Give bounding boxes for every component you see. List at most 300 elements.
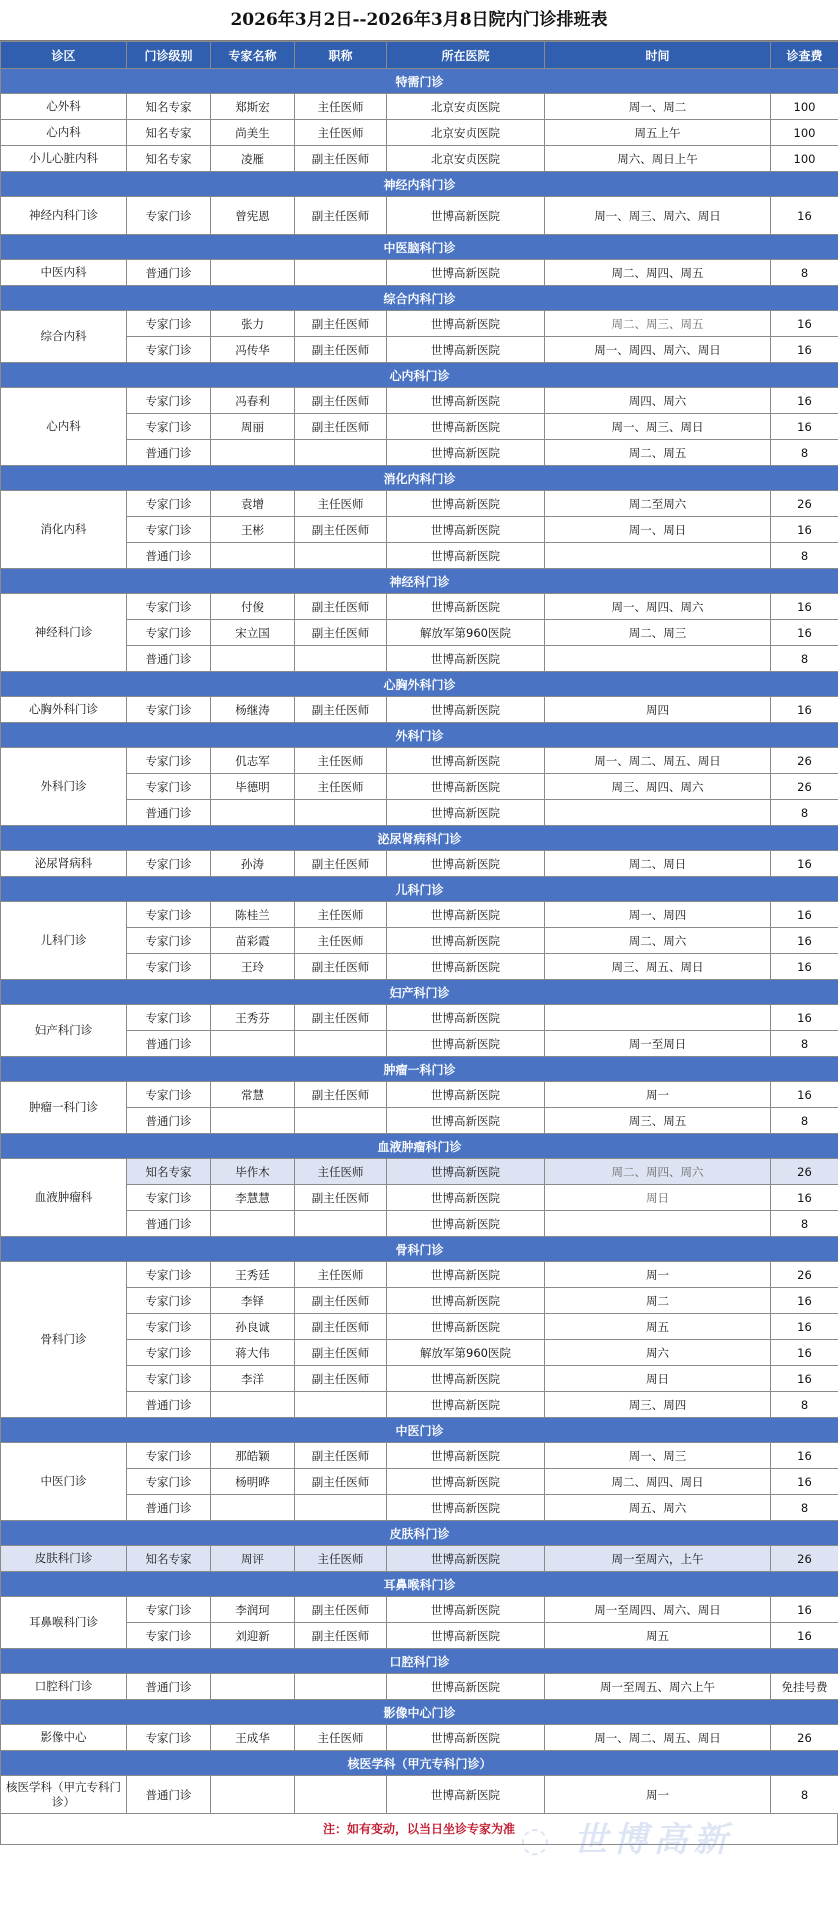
fee-cell: 8 bbox=[771, 1108, 838, 1134]
time-cell: 周一、周四 bbox=[545, 902, 771, 928]
time-cell: 周四、周六 bbox=[545, 388, 771, 414]
section-title: 口腔科门诊 bbox=[1, 1649, 838, 1674]
hospital-cell: 世博高新医院 bbox=[387, 851, 545, 877]
table-row bbox=[1, 1546, 838, 1572]
fee-cell: 16 bbox=[771, 1288, 838, 1314]
time-cell: 周一、周三、周六、周日 bbox=[545, 197, 771, 235]
section-title: 中医脑科门诊 bbox=[1, 235, 838, 260]
time-cell: 周二、周三、周五 bbox=[545, 311, 771, 337]
rank-cell: 副主任医师 bbox=[295, 1288, 387, 1314]
table-row bbox=[1, 1005, 838, 1031]
col-header: 时间 bbox=[545, 42, 771, 69]
dept-cell: 口腔科门诊 bbox=[1, 1674, 127, 1700]
level-cell: 普通门诊 bbox=[127, 1211, 211, 1237]
rank-cell bbox=[295, 1776, 387, 1814]
fee-cell: 8 bbox=[771, 543, 838, 569]
section-title: 骨科门诊 bbox=[1, 1237, 838, 1262]
level-cell: 普通门诊 bbox=[127, 1776, 211, 1814]
level-cell: 专家门诊 bbox=[127, 517, 211, 543]
level-cell: 专家门诊 bbox=[127, 197, 211, 235]
rank-cell: 主任医师 bbox=[295, 1159, 387, 1185]
dept-cell: 神经内科门诊 bbox=[1, 197, 127, 235]
dept-cell: 骨科门诊 bbox=[1, 1262, 127, 1418]
hospital-cell: 世博高新医院 bbox=[387, 491, 545, 517]
table-row bbox=[1, 928, 838, 954]
hospital-cell: 世博高新医院 bbox=[387, 1623, 545, 1649]
level-cell: 专家门诊 bbox=[127, 697, 211, 723]
table-row bbox=[1, 1082, 838, 1108]
rank-cell: 副主任医师 bbox=[295, 697, 387, 723]
time-cell bbox=[545, 646, 771, 672]
fee-cell: 100 bbox=[771, 120, 838, 146]
fee-cell: 16 bbox=[771, 697, 838, 723]
section-title: 妇产科门诊 bbox=[1, 980, 838, 1005]
level-cell: 专家门诊 bbox=[127, 1288, 211, 1314]
rank-cell: 副主任医师 bbox=[295, 1314, 387, 1340]
hospital-cell: 解放军第960医院 bbox=[387, 620, 545, 646]
time-cell: 周一、周四、周六、周日 bbox=[545, 337, 771, 363]
rank-cell: 副主任医师 bbox=[295, 1082, 387, 1108]
table-row bbox=[1, 1495, 838, 1521]
doctor-cell bbox=[211, 260, 295, 286]
rank-cell: 主任医师 bbox=[295, 748, 387, 774]
rank-cell bbox=[295, 260, 387, 286]
doctor-cell: 王秀芬 bbox=[211, 1005, 295, 1031]
rank-cell: 副主任医师 bbox=[295, 620, 387, 646]
level-cell: 普通门诊 bbox=[127, 1674, 211, 1700]
level-cell: 普通门诊 bbox=[127, 800, 211, 826]
level-cell: 普通门诊 bbox=[127, 260, 211, 286]
rank-cell: 副主任医师 bbox=[295, 954, 387, 980]
section-row bbox=[1, 1649, 838, 1674]
hospital-cell: 世博高新医院 bbox=[387, 1108, 545, 1134]
table-row bbox=[1, 1392, 838, 1418]
fee-cell: 26 bbox=[771, 1159, 838, 1185]
fee-cell: 26 bbox=[771, 748, 838, 774]
table-row bbox=[1, 1725, 838, 1751]
rank-cell: 主任医师 bbox=[295, 774, 387, 800]
fee-cell: 8 bbox=[771, 1392, 838, 1418]
page-title: 2026年3月2日--2026年3月8日院内门诊排班表 bbox=[0, 0, 838, 41]
table-row bbox=[1, 1366, 838, 1392]
rank-cell bbox=[295, 1674, 387, 1700]
hospital-cell: 世博高新医院 bbox=[387, 1031, 545, 1057]
col-header: 所在医院 bbox=[387, 42, 545, 69]
hospital-cell: 世博高新医院 bbox=[387, 774, 545, 800]
fee-cell: 16 bbox=[771, 902, 838, 928]
table-row bbox=[1, 620, 838, 646]
fee-cell: 16 bbox=[771, 1340, 838, 1366]
time-cell: 周六 bbox=[545, 1340, 771, 1366]
doctor-cell: 陈桂兰 bbox=[211, 902, 295, 928]
table-row bbox=[1, 902, 838, 928]
rank-cell bbox=[295, 646, 387, 672]
rank-cell bbox=[295, 800, 387, 826]
fee-cell: 16 bbox=[771, 388, 838, 414]
rank-cell: 副主任医师 bbox=[295, 1340, 387, 1366]
hospital-cell: 世博高新医院 bbox=[387, 1674, 545, 1700]
hospital-cell: 世博高新医院 bbox=[387, 928, 545, 954]
rank-cell: 副主任医师 bbox=[295, 337, 387, 363]
time-cell: 周一 bbox=[545, 1776, 771, 1814]
section-title: 心内科门诊 bbox=[1, 363, 838, 388]
table-row bbox=[1, 748, 838, 774]
time-cell: 周一、周日 bbox=[545, 517, 771, 543]
time-cell bbox=[545, 543, 771, 569]
table-row bbox=[1, 414, 838, 440]
time-cell bbox=[545, 800, 771, 826]
fee-cell: 16 bbox=[771, 197, 838, 235]
dept-cell: 心内科 bbox=[1, 120, 127, 146]
level-cell: 普通门诊 bbox=[127, 1495, 211, 1521]
fee-cell: 16 bbox=[771, 954, 838, 980]
level-cell: 专家门诊 bbox=[127, 311, 211, 337]
time-cell: 周一 bbox=[545, 1082, 771, 1108]
rank-cell: 主任医师 bbox=[295, 1725, 387, 1751]
section-row bbox=[1, 1751, 838, 1776]
time-cell: 周一至周五、周六上午 bbox=[545, 1674, 771, 1700]
table-row bbox=[1, 337, 838, 363]
section-title: 神经科门诊 bbox=[1, 569, 838, 594]
time-cell: 周三、周四、周六 bbox=[545, 774, 771, 800]
time-cell: 周五 bbox=[545, 1314, 771, 1340]
hospital-cell: 世博高新医院 bbox=[387, 1005, 545, 1031]
table-row bbox=[1, 1469, 838, 1495]
rank-cell: 主任医师 bbox=[295, 1262, 387, 1288]
rank-cell: 副主任医师 bbox=[295, 414, 387, 440]
time-cell: 周一至周四、周六、周日 bbox=[545, 1597, 771, 1623]
dept-cell: 泌尿肾病科 bbox=[1, 851, 127, 877]
level-cell: 普通门诊 bbox=[127, 440, 211, 466]
hospital-cell: 世博高新医院 bbox=[387, 1262, 545, 1288]
doctor-cell bbox=[211, 543, 295, 569]
hospital-cell: 世博高新医院 bbox=[387, 1495, 545, 1521]
hospital-cell: 世博高新医院 bbox=[387, 594, 545, 620]
level-cell: 专家门诊 bbox=[127, 414, 211, 440]
level-cell: 专家门诊 bbox=[127, 1262, 211, 1288]
level-cell: 知名专家 bbox=[127, 1159, 211, 1185]
hospital-cell: 世博高新医院 bbox=[387, 1314, 545, 1340]
fee-cell: 100 bbox=[771, 146, 838, 172]
fee-cell: 8 bbox=[771, 800, 838, 826]
section-row bbox=[1, 235, 838, 260]
doctor-cell: 付俊 bbox=[211, 594, 295, 620]
fee-cell: 8 bbox=[771, 1495, 838, 1521]
time-cell: 周二、周四、周六 bbox=[545, 1159, 771, 1185]
time-cell: 周日 bbox=[545, 1366, 771, 1392]
fee-cell: 16 bbox=[771, 1469, 838, 1495]
table-row bbox=[1, 1288, 838, 1314]
section-row bbox=[1, 980, 838, 1005]
dept-cell: 心内科 bbox=[1, 388, 127, 466]
section-row bbox=[1, 1521, 838, 1546]
fee-cell: 26 bbox=[771, 1725, 838, 1751]
dept-cell: 中医内科 bbox=[1, 260, 127, 286]
table-row bbox=[1, 388, 838, 414]
table-row bbox=[1, 260, 838, 286]
doctor-cell: 郑斯宏 bbox=[211, 94, 295, 120]
doctor-cell: 王秀廷 bbox=[211, 1262, 295, 1288]
hospital-cell: 世博高新医院 bbox=[387, 388, 545, 414]
rank-cell bbox=[295, 1495, 387, 1521]
hospital-cell: 世博高新医院 bbox=[387, 1597, 545, 1623]
doctor-cell: 袁增 bbox=[211, 491, 295, 517]
doctor-cell: 刘迎新 bbox=[211, 1623, 295, 1649]
watermark: ◌ 世博高新 bbox=[520, 1820, 734, 1860]
time-cell: 周五 bbox=[545, 1623, 771, 1649]
fee-cell: 8 bbox=[771, 646, 838, 672]
rank-cell: 副主任医师 bbox=[295, 1623, 387, 1649]
section-row bbox=[1, 1700, 838, 1725]
fee-cell: 16 bbox=[771, 1597, 838, 1623]
level-cell: 专家门诊 bbox=[127, 1725, 211, 1751]
col-header: 门诊级别 bbox=[127, 42, 211, 69]
time-cell: 周二、周三 bbox=[545, 620, 771, 646]
doctor-cell: 宋立国 bbox=[211, 620, 295, 646]
level-cell: 专家门诊 bbox=[127, 1469, 211, 1495]
doctor-cell: 李铎 bbox=[211, 1288, 295, 1314]
table-row bbox=[1, 120, 838, 146]
hospital-cell: 北京安贞医院 bbox=[387, 146, 545, 172]
time-cell: 周一、周二、周五、周日 bbox=[545, 748, 771, 774]
section-row bbox=[1, 1237, 838, 1262]
dept-cell: 耳鼻喉科门诊 bbox=[1, 1597, 127, 1649]
time-cell: 周三、周四 bbox=[545, 1392, 771, 1418]
hospital-cell: 世博高新医院 bbox=[387, 1725, 545, 1751]
table-row bbox=[1, 1159, 838, 1185]
doctor-cell: 冯传华 bbox=[211, 337, 295, 363]
hospital-cell: 世博高新医院 bbox=[387, 337, 545, 363]
time-cell: 周一、周四、周六 bbox=[545, 594, 771, 620]
col-header: 专家名称 bbox=[211, 42, 295, 69]
doctor-cell: 杨明晔 bbox=[211, 1469, 295, 1495]
level-cell: 普通门诊 bbox=[127, 1108, 211, 1134]
section-title: 影像中心门诊 bbox=[1, 1700, 838, 1725]
fee-cell: 16 bbox=[771, 414, 838, 440]
dept-cell: 儿科门诊 bbox=[1, 902, 127, 980]
level-cell: 专家门诊 bbox=[127, 1314, 211, 1340]
fee-cell: 16 bbox=[771, 1623, 838, 1649]
doctor-cell: 常慧 bbox=[211, 1082, 295, 1108]
level-cell: 专家门诊 bbox=[127, 851, 211, 877]
col-header: 诊区 bbox=[1, 42, 127, 69]
dept-cell: 神经科门诊 bbox=[1, 594, 127, 672]
time-cell: 周六、周日上午 bbox=[545, 146, 771, 172]
level-cell: 知名专家 bbox=[127, 146, 211, 172]
section-title: 消化内科门诊 bbox=[1, 466, 838, 491]
fee-cell: 16 bbox=[771, 851, 838, 877]
level-cell: 专家门诊 bbox=[127, 1340, 211, 1366]
time-cell bbox=[545, 1005, 771, 1031]
dept-cell: 综合内科 bbox=[1, 311, 127, 363]
section-title: 外科门诊 bbox=[1, 723, 838, 748]
time-cell: 周一、周二 bbox=[545, 94, 771, 120]
doctor-cell: 苗彩霞 bbox=[211, 928, 295, 954]
level-cell: 普通门诊 bbox=[127, 543, 211, 569]
rank-cell: 副主任医师 bbox=[295, 146, 387, 172]
hospital-cell: 世博高新医院 bbox=[387, 748, 545, 774]
fee-cell: 26 bbox=[771, 1262, 838, 1288]
time-cell: 周二、周五 bbox=[545, 440, 771, 466]
doctor-cell bbox=[211, 1108, 295, 1134]
level-cell: 专家门诊 bbox=[127, 594, 211, 620]
section-title: 泌尿肾病科门诊 bbox=[1, 826, 838, 851]
table-row bbox=[1, 1674, 838, 1700]
time-cell: 周三、周五 bbox=[545, 1108, 771, 1134]
table-row bbox=[1, 517, 838, 543]
section-title: 心胸外科门诊 bbox=[1, 672, 838, 697]
table-row bbox=[1, 1623, 838, 1649]
table-row bbox=[1, 311, 838, 337]
time-cell: 周一、周三、周日 bbox=[545, 414, 771, 440]
doctor-cell: 王成华 bbox=[211, 1725, 295, 1751]
fee-cell: 26 bbox=[771, 774, 838, 800]
time-cell: 周四 bbox=[545, 697, 771, 723]
time-cell: 周一至周六，上午 bbox=[545, 1546, 771, 1572]
level-cell: 专家门诊 bbox=[127, 748, 211, 774]
hospital-cell: 世博高新医院 bbox=[387, 697, 545, 723]
fee-cell: 100 bbox=[771, 94, 838, 120]
fee-cell: 16 bbox=[771, 311, 838, 337]
table-row bbox=[1, 1108, 838, 1134]
table-row bbox=[1, 954, 838, 980]
table-row bbox=[1, 697, 838, 723]
doctor-cell bbox=[211, 1495, 295, 1521]
table-row bbox=[1, 851, 838, 877]
doctor-cell: 冯春利 bbox=[211, 388, 295, 414]
col-header: 诊查费 bbox=[771, 42, 838, 69]
hospital-cell: 世博高新医院 bbox=[387, 1082, 545, 1108]
level-cell: 知名专家 bbox=[127, 1546, 211, 1572]
table-row bbox=[1, 1211, 838, 1237]
fee-cell: 16 bbox=[771, 1185, 838, 1211]
doctor-cell: 孙涛 bbox=[211, 851, 295, 877]
section-row bbox=[1, 69, 838, 94]
hospital-cell: 世博高新医院 bbox=[387, 517, 545, 543]
level-cell: 专家门诊 bbox=[127, 1185, 211, 1211]
hospital-cell: 世博高新医院 bbox=[387, 1443, 545, 1469]
doctor-cell: 王玲 bbox=[211, 954, 295, 980]
level-cell: 专家门诊 bbox=[127, 337, 211, 363]
rank-cell: 副主任医师 bbox=[295, 388, 387, 414]
col-header: 职称 bbox=[295, 42, 387, 69]
time-cell: 周五、周六 bbox=[545, 1495, 771, 1521]
doctor-cell: 尚美生 bbox=[211, 120, 295, 146]
rank-cell: 副主任医师 bbox=[295, 1185, 387, 1211]
doctor-cell: 仉志军 bbox=[211, 748, 295, 774]
fee-cell: 16 bbox=[771, 337, 838, 363]
dept-cell: 皮肤科门诊 bbox=[1, 1546, 127, 1572]
doctor-cell: 王彬 bbox=[211, 517, 295, 543]
level-cell: 专家门诊 bbox=[127, 1082, 211, 1108]
time-cell: 周二 bbox=[545, 1288, 771, 1314]
doctor-cell: 周丽 bbox=[211, 414, 295, 440]
section-row bbox=[1, 672, 838, 697]
hospital-cell: 世博高新医院 bbox=[387, 954, 545, 980]
rank-cell bbox=[295, 543, 387, 569]
hospital-cell: 世博高新医院 bbox=[387, 1469, 545, 1495]
level-cell: 专家门诊 bbox=[127, 1005, 211, 1031]
section-title: 肿瘤一科门诊 bbox=[1, 1057, 838, 1082]
doctor-cell bbox=[211, 1776, 295, 1814]
section-row bbox=[1, 1134, 838, 1159]
doctor-cell bbox=[211, 800, 295, 826]
rank-cell: 主任医师 bbox=[295, 120, 387, 146]
fee-cell: 8 bbox=[771, 440, 838, 466]
rank-cell: 主任医师 bbox=[295, 902, 387, 928]
level-cell: 专家门诊 bbox=[127, 1597, 211, 1623]
hospital-cell: 世博高新医院 bbox=[387, 1159, 545, 1185]
section-row bbox=[1, 826, 838, 851]
hospital-cell: 世博高新医院 bbox=[387, 1366, 545, 1392]
hospital-cell: 世博高新医院 bbox=[387, 197, 545, 235]
table-row bbox=[1, 1031, 838, 1057]
doctor-cell: 蒋大伟 bbox=[211, 1340, 295, 1366]
doctor-cell bbox=[211, 1031, 295, 1057]
hospital-cell: 世博高新医院 bbox=[387, 543, 545, 569]
doctor-cell bbox=[211, 440, 295, 466]
time-cell bbox=[545, 1211, 771, 1237]
table-row bbox=[1, 94, 838, 120]
level-cell: 专家门诊 bbox=[127, 774, 211, 800]
rank-cell bbox=[295, 1392, 387, 1418]
level-cell: 专家门诊 bbox=[127, 1443, 211, 1469]
dept-cell: 核医学科（甲亢专科门诊） bbox=[1, 1776, 127, 1814]
rank-cell: 主任医师 bbox=[295, 94, 387, 120]
section-title: 耳鼻喉科门诊 bbox=[1, 1572, 838, 1597]
section-row bbox=[1, 877, 838, 902]
table-row bbox=[1, 1314, 838, 1340]
fee-cell: 8 bbox=[771, 260, 838, 286]
level-cell: 普通门诊 bbox=[127, 1392, 211, 1418]
level-cell: 专家门诊 bbox=[127, 954, 211, 980]
table-row bbox=[1, 146, 838, 172]
rank-cell: 副主任医师 bbox=[295, 1443, 387, 1469]
hospital-cell: 世博高新医院 bbox=[387, 311, 545, 337]
level-cell: 普通门诊 bbox=[127, 646, 211, 672]
section-row bbox=[1, 569, 838, 594]
section-row bbox=[1, 723, 838, 748]
time-cell: 周一至周日 bbox=[545, 1031, 771, 1057]
fee-cell: 免挂号费 bbox=[771, 1674, 838, 1700]
fee-cell: 16 bbox=[771, 1366, 838, 1392]
rank-cell: 主任医师 bbox=[295, 928, 387, 954]
doctor-cell: 李润珂 bbox=[211, 1597, 295, 1623]
rank-cell: 主任医师 bbox=[295, 491, 387, 517]
time-cell: 周一、周三 bbox=[545, 1443, 771, 1469]
section-title: 神经内科门诊 bbox=[1, 172, 838, 197]
level-cell: 专家门诊 bbox=[127, 1366, 211, 1392]
time-cell: 周一、周二、周五、周日 bbox=[545, 1725, 771, 1751]
doctor-cell: 杨继涛 bbox=[211, 697, 295, 723]
time-cell: 周二至周六 bbox=[545, 491, 771, 517]
level-cell: 专家门诊 bbox=[127, 902, 211, 928]
section-title: 中医门诊 bbox=[1, 1418, 838, 1443]
rank-cell bbox=[295, 1031, 387, 1057]
table-row bbox=[1, 1262, 838, 1288]
hospital-cell: 世博高新医院 bbox=[387, 800, 545, 826]
level-cell: 专家门诊 bbox=[127, 388, 211, 414]
section-title: 核医学科（甲亢专科门诊） bbox=[1, 1751, 838, 1776]
hospital-cell: 世博高新医院 bbox=[387, 1392, 545, 1418]
section-title: 儿科门诊 bbox=[1, 877, 838, 902]
doctor-cell: 张力 bbox=[211, 311, 295, 337]
hospital-cell: 世博高新医院 bbox=[387, 1776, 545, 1814]
hospital-cell: 世博高新医院 bbox=[387, 440, 545, 466]
schedule-table bbox=[0, 41, 838, 1814]
table-row bbox=[1, 1185, 838, 1211]
rank-cell bbox=[295, 440, 387, 466]
